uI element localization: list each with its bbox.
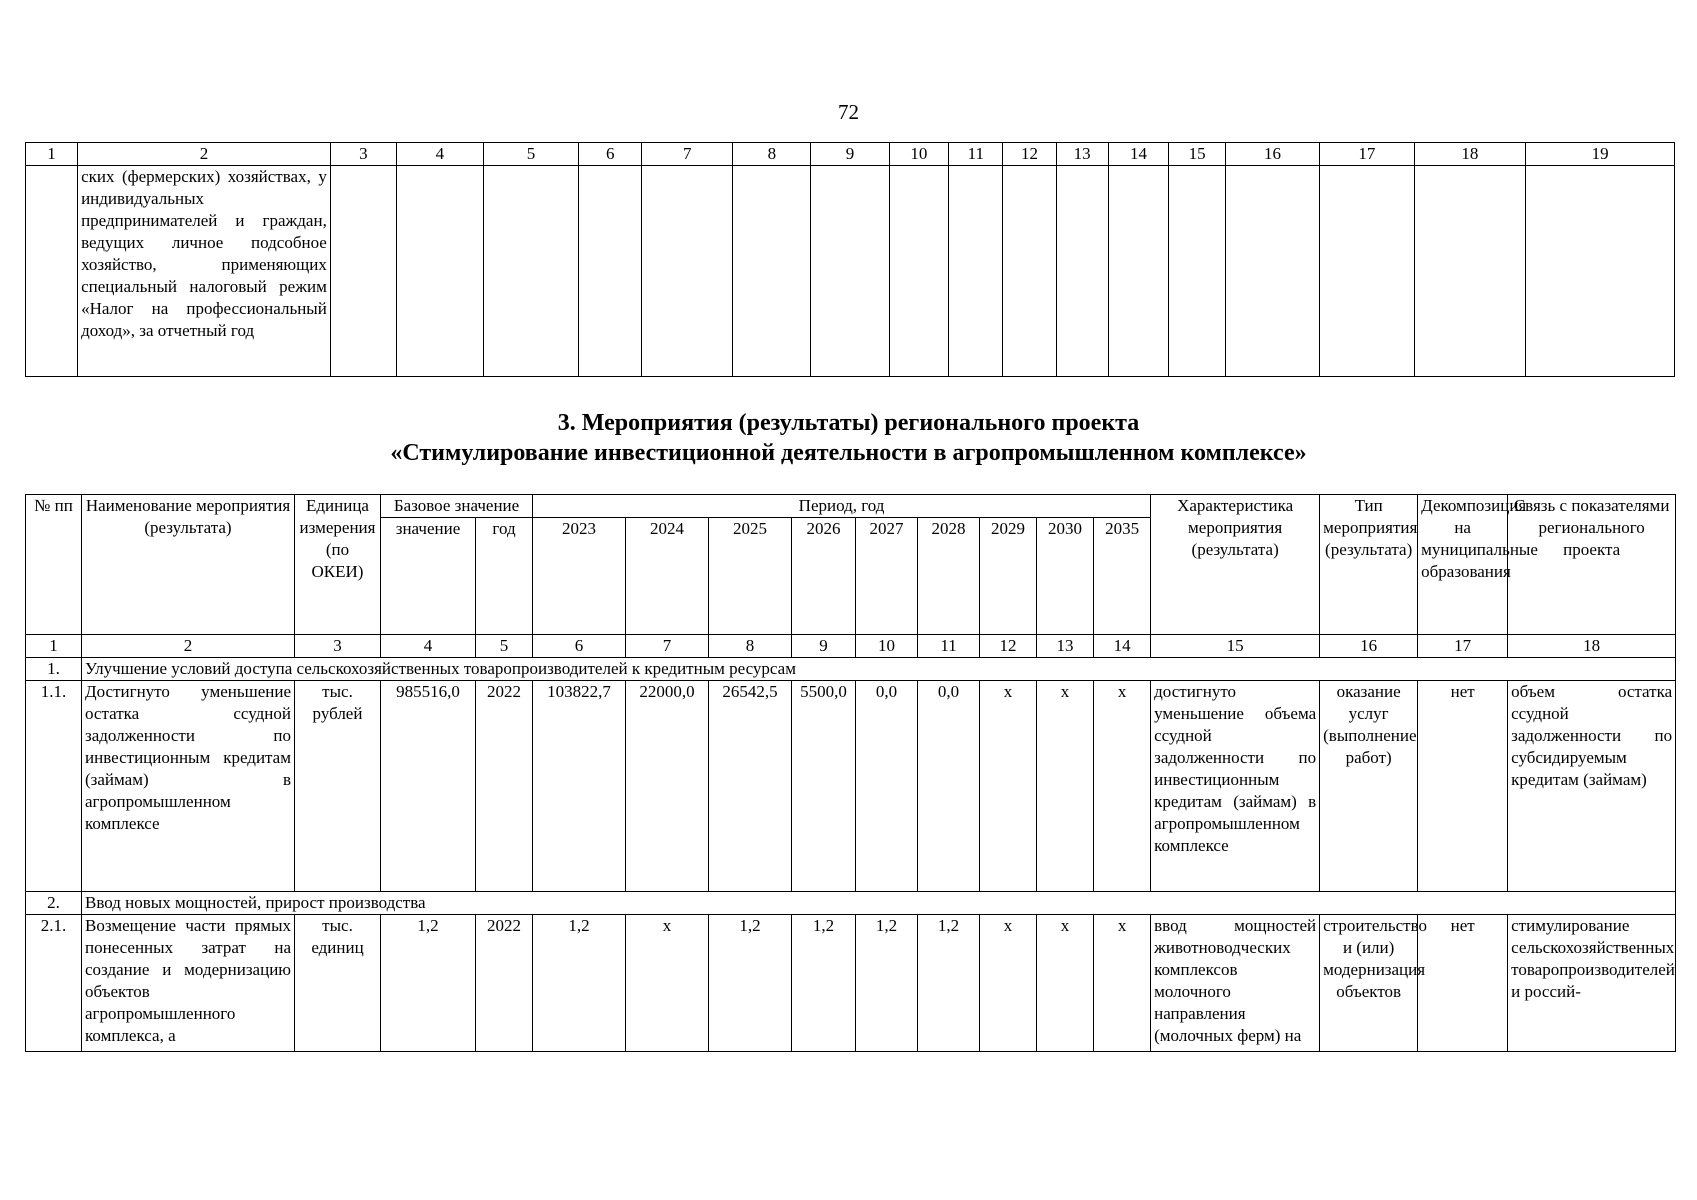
header-year: 2023 xyxy=(533,518,626,635)
row-decomposition: нет xyxy=(1418,681,1508,892)
header-decomposition: Декомпозиция на муниципальные образования xyxy=(1418,495,1508,635)
column-number: 12 xyxy=(1003,143,1056,166)
column-number-row xyxy=(26,635,1676,658)
table-row xyxy=(26,915,1676,1052)
row-characteristic: ввод мощностей животноводческих комплексов молочного направления (молочных ферм) на xyxy=(1151,915,1320,1052)
section-title xyxy=(0,408,1697,468)
row-value-2035: x xyxy=(1094,681,1151,892)
column-number: 6 xyxy=(533,635,626,658)
section-title-cell: Улучшение условий доступа сельскохозяйственных товаропроизводителей к кредитным ресурсам xyxy=(82,658,1676,681)
row-value-2026: 5500,0 xyxy=(792,681,856,892)
header-base-year: год xyxy=(476,518,533,635)
header-year: 2030 xyxy=(1037,518,1094,635)
column-number: 19 xyxy=(1526,143,1675,166)
header-year: 2026 xyxy=(792,518,856,635)
row-num: 1.1. xyxy=(26,681,82,892)
section-title-line1: 3. Мероприятия (результаты) регионального проекта xyxy=(557,410,1140,436)
column-number: 11 xyxy=(949,143,1003,166)
continued-row xyxy=(26,166,1675,377)
row-value-2028: 1,2 xyxy=(918,915,980,1052)
measures-table xyxy=(25,494,1676,1052)
row-unit: тыс. единиц xyxy=(295,915,381,1052)
row-base-value: 985516,0 xyxy=(381,681,476,892)
row-value-2035: x xyxy=(1094,915,1151,1052)
continued-indicator-text: ских (фермерских) хозяйствах, у индивидуальных предпринимателей и граждан, ведущих личное подсобное хозяйство, применяющих специальный налоговый режим «Налог на профессиональный доход», за отчетный год xyxy=(78,166,331,377)
column-number: 11 xyxy=(918,635,980,658)
row-unit: тыс. рублей xyxy=(295,681,381,892)
section-title-line2: «Стимулирование инвестиционной деятельности в агропромышленном комплексе» xyxy=(390,440,1307,466)
column-number: 2 xyxy=(82,635,295,658)
header-year: 2035 xyxy=(1094,518,1151,635)
column-number: 18 xyxy=(1414,143,1526,166)
column-number: 1 xyxy=(26,143,78,166)
header-name: Наименование мероприятия (результата) xyxy=(82,495,295,635)
column-number: 7 xyxy=(626,635,709,658)
column-number: 13 xyxy=(1037,635,1094,658)
column-number: 14 xyxy=(1108,143,1169,166)
header-year: 2025 xyxy=(709,518,792,635)
row-base-year: 2022 xyxy=(476,915,533,1052)
header-year: 2028 xyxy=(918,518,980,635)
header-year: 2029 xyxy=(980,518,1037,635)
row-value-2025: 26542,5 xyxy=(709,681,792,892)
column-number: 3 xyxy=(330,143,396,166)
row-characteristic: достигнуто уменьшение объема ссудной задолженности по инвестиционным кредитам (займам) в агропромышленном комплексе xyxy=(1151,681,1320,892)
column-number: 2 xyxy=(78,143,331,166)
header-num: № пп xyxy=(26,495,82,635)
row-value-2030: x xyxy=(1037,681,1094,892)
column-number: 17 xyxy=(1418,635,1508,658)
column-number: 9 xyxy=(811,143,889,166)
column-number: 8 xyxy=(709,635,792,658)
page-number: 72 xyxy=(838,100,859,124)
section-num: 2. xyxy=(26,892,82,915)
row-value-2029: x xyxy=(980,681,1037,892)
column-number: 13 xyxy=(1056,143,1108,166)
header-base-value: значение xyxy=(381,518,476,635)
row-num: 2.1. xyxy=(26,915,82,1052)
header-year: 2027 xyxy=(856,518,918,635)
row-value-2027: 1,2 xyxy=(856,915,918,1052)
column-number: 7 xyxy=(642,143,733,166)
column-number: 17 xyxy=(1320,143,1414,166)
column-number: 4 xyxy=(397,143,484,166)
section-title-cell: Ввод новых мощностей, прирост производства xyxy=(82,892,1676,915)
row-value-2025: 1,2 xyxy=(709,915,792,1052)
continued-table xyxy=(25,142,1675,377)
row-value-2024: 22000,0 xyxy=(626,681,709,892)
column-number: 9 xyxy=(792,635,856,658)
column-number: 3 xyxy=(295,635,381,658)
row-value-2026: 1,2 xyxy=(792,915,856,1052)
row-value-2023: 103822,7 xyxy=(533,681,626,892)
column-number: 1 xyxy=(26,635,82,658)
row-value-2023: 1,2 xyxy=(533,915,626,1052)
column-number: 8 xyxy=(733,143,811,166)
row-name: Возмещение части прямых понесенных затрат на создание и модернизацию объектов агропромышленного комплекса, а xyxy=(82,915,295,1052)
header-type: Тип мероприятия (результата) xyxy=(1320,495,1418,635)
column-number-row xyxy=(26,143,1675,166)
column-number: 15 xyxy=(1151,635,1320,658)
row-type: оказание услуг (выполнение работ) xyxy=(1320,681,1418,892)
row-link: стимулирование сельскохозяйственных товаропроизводителей и россий- xyxy=(1508,915,1676,1052)
header-row xyxy=(26,495,1676,518)
header-unit: Единица измерения (по ОКЕИ) xyxy=(295,495,381,635)
row-base-year: 2022 xyxy=(476,681,533,892)
column-number: 6 xyxy=(579,143,642,166)
column-number: 4 xyxy=(381,635,476,658)
section-row xyxy=(26,658,1676,681)
column-number: 5 xyxy=(483,143,578,166)
row-value-2028: 0,0 xyxy=(918,681,980,892)
header-year: 2024 xyxy=(626,518,709,635)
column-number: 12 xyxy=(980,635,1037,658)
column-number: 14 xyxy=(1094,635,1151,658)
column-number: 18 xyxy=(1508,635,1676,658)
section-num: 1. xyxy=(26,658,82,681)
row-name: Достигнуто уменьшение остатка ссудной задолженности по инвестиционным кредитам (займам) в агропромышленном комплексе xyxy=(82,681,295,892)
column-number: 5 xyxy=(476,635,533,658)
row-value-2027: 0,0 xyxy=(856,681,918,892)
column-number: 15 xyxy=(1169,143,1225,166)
row-decomposition: нет xyxy=(1418,915,1508,1052)
row-type: строительство и (или) модернизация объектов xyxy=(1320,915,1418,1052)
column-number: 10 xyxy=(889,143,949,166)
column-number: 16 xyxy=(1225,143,1319,166)
row-value-2029: x xyxy=(980,915,1037,1052)
row-value-2024: x xyxy=(626,915,709,1052)
column-number: 16 xyxy=(1320,635,1418,658)
header-link: Связь с показателями регионального проекта xyxy=(1508,495,1676,635)
row-link: объем остатка ссудной задолженности по субсидируемым кредитам (займам) xyxy=(1508,681,1676,892)
row-value-2030: x xyxy=(1037,915,1094,1052)
row-base-value: 1,2 xyxy=(381,915,476,1052)
header-period: Период, год xyxy=(533,495,1151,518)
column-number: 10 xyxy=(856,635,918,658)
table-row xyxy=(26,681,1676,892)
header-base: Базовое значение xyxy=(381,495,533,518)
section-row xyxy=(26,892,1676,915)
header-characteristic: Характеристика мероприятия (результата) xyxy=(1151,495,1320,635)
